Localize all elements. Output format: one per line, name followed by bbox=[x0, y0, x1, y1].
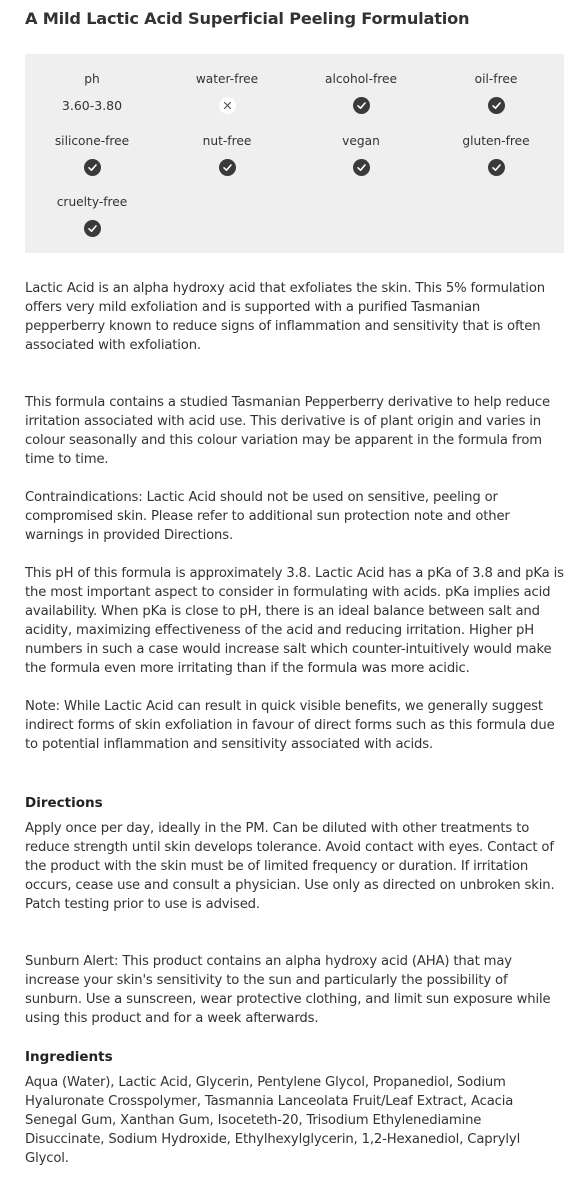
check-icon bbox=[353, 159, 370, 176]
ingredients-heading: Ingredients bbox=[25, 1049, 113, 1065]
attribute-label: oil-free bbox=[474, 72, 518, 86]
check-icon bbox=[353, 97, 370, 114]
sunburn-alert: Sunburn Alert: This product contains an alpha hydroxy acid (AHA) that may increase your skin's sensitivity to the sun and particularly the possibility of sunburn. Use a sunscreen, wear protective clothing, and limit sun exposure while using this product and for a week afterwards. bbox=[25, 954, 551, 1026]
attribute-label: water-free bbox=[195, 72, 259, 86]
check-icon bbox=[488, 97, 505, 114]
attribute-label: alcohol-free bbox=[324, 72, 397, 86]
description-paragraph: This formula contains a studied Tasmanian Pepperberry derivative to help reduce irritation associated with acid use. This derivative is of plant origin and varies in colour seasonally and this colour variation may be apparent in the formula from time to time. bbox=[25, 395, 550, 467]
page-title: A Mild Lactic Acid Superficial Peeling Formulation bbox=[25, 9, 470, 28]
check-icon bbox=[84, 159, 101, 176]
attribute-label: nut-free bbox=[202, 134, 252, 148]
attribute-vegan bbox=[294, 133, 428, 176]
directions-text: Apply once per day, ideally in the PM. Can be diluted with other treatments to reduce strength until skin develops tolerance. Avoid contact with eyes. Contact of the product with the skin must be of limited frequency or duration. If irritation occurs, cease use and consult a physician. Use only as directed on unbroken skin. Patch testing prior to use is advised. bbox=[25, 821, 555, 912]
attribute-gluten-free bbox=[429, 133, 563, 176]
attribute-alcohol-free bbox=[294, 71, 428, 114]
check-icon bbox=[488, 159, 505, 176]
attribute-nut-free bbox=[160, 133, 294, 176]
attribute-water-free bbox=[160, 71, 294, 114]
directions-heading: Directions bbox=[25, 795, 103, 811]
description-paragraph: This pH of this formula is approximately 3.8. Lactic Acid has a pKa of 3.8 and pKa is the most important aspect to consider in formulating with acids. pKa implies acid availability. When pKa is close to pH, there is an ideal balance between salt and acidity, maximizing effectiveness of the acid and reducing irritation. Higher pH numbers in such a case would increase salt which counter-intuitively would make the formula even more irritating than if the formula was more acidic. bbox=[25, 566, 564, 676]
attribute-label: gluten-free bbox=[462, 134, 530, 148]
attribute-label: vegan bbox=[342, 134, 380, 148]
description-paragraph: Note: While Lactic Acid can result in quick visible benefits, we generally suggest indirect forms of skin exfoliation in favour of direct forms such as this formula due to potential inflammation and sensitivity associated with acids. bbox=[25, 699, 555, 752]
attribute-label: cruelty-free bbox=[56, 195, 128, 209]
ingredients-text: Aqua (Water), Lactic Acid, Glycerin, Pentylene Glycol, Propanediol, Sodium Hyaluronate Crosspolymer, Tasmannia Lanceolata Fruit/Leaf Extract, Acacia Senegal Gum, Xanthan Gum, Isoceteth-20, Trisodium Ethylenediamine Disuccinate, Sodium Hydroxide, Ethylhexylglycerin, 1,2-Hexanediol, Caprylyl Glycol. bbox=[25, 1075, 521, 1166]
check-icon bbox=[219, 159, 236, 176]
attribute-label: silicone-free bbox=[54, 134, 130, 148]
attribute-label: ph bbox=[84, 72, 100, 86]
check-icon bbox=[84, 220, 101, 237]
attribute-value: 3.60-3.80 bbox=[61, 98, 123, 113]
attribute-cruelty-free bbox=[25, 194, 159, 237]
attribute-oil-free bbox=[429, 71, 563, 114]
attribute-ph bbox=[25, 71, 159, 114]
attribute-silicone-free bbox=[25, 133, 159, 176]
description-paragraph: Lactic Acid is an alpha hydroxy acid that exfoliates the skin. This 5% formulation offers very mild exfoliation and is supported with a purified Tasmanian pepperberry known to reduce signs of inflammation and sensitivity that is often associated with exfoliation. bbox=[25, 281, 545, 353]
attributes-panel bbox=[25, 54, 564, 253]
description-paragraph: Contraindications: Lactic Acid should not be used on sensitive, peeling or compromised skin. Please refer to additional sun protection note and other warnings in provided Directions. bbox=[25, 490, 510, 543]
cross-icon bbox=[219, 97, 236, 114]
